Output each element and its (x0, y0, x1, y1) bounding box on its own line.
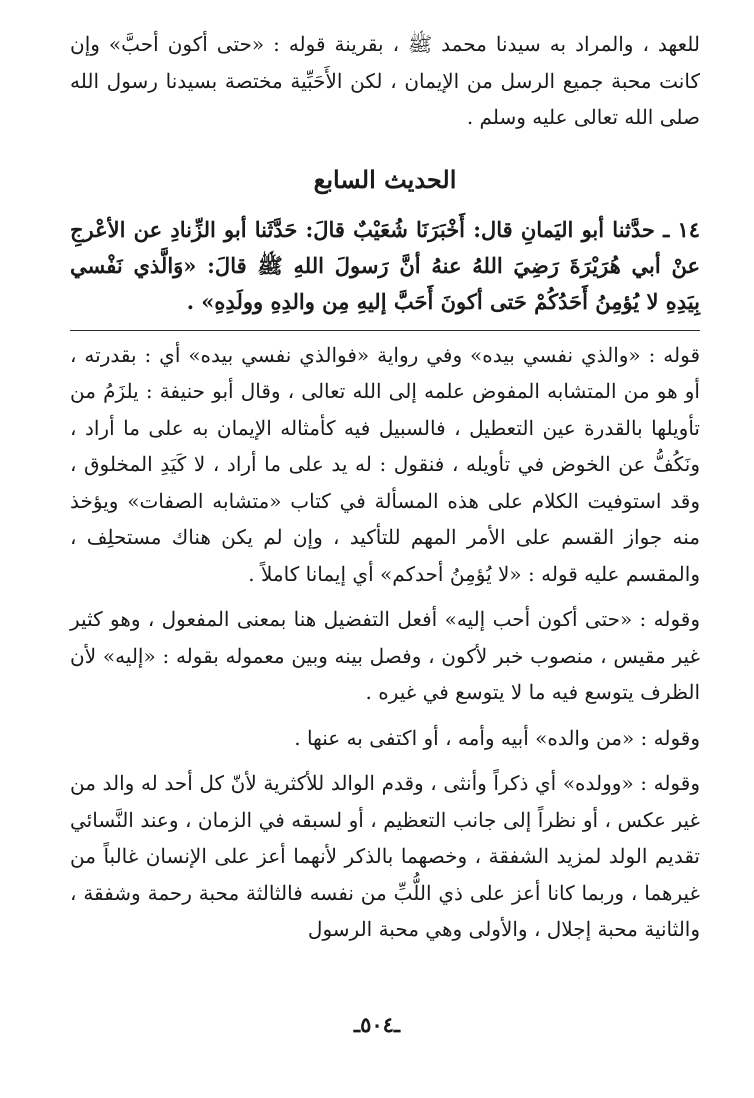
separator-line (70, 330, 700, 331)
page-number: ـ٥٠٤ـ (353, 1012, 401, 1037)
commentary-paragraph-3: وقوله : «من والده» أبيه وأمه ، أو اكتفى به عنها . (294, 725, 700, 750)
commentary-paragraph-4: وقوله : «وولده» أي ذكراً وأنثى ، وقدم الوالد للأكثرية لأنّ كل أحد له والد من غير عكس ، أو نظراً إلى جانب التعظيم ، أو لسبقه في الزمان ، وعند النَّسائي تقديم الولد لمزيد الشفقة ، وخصهما بالذكر لأنهما أعز على الإنسان غالباً من غيرهما ، وربما كانا أعز على ذي اللُّبِّ من نفسه فالثالثة محبة رحمة وشفقة ، والثانية محبة إجلال ، والأولى وهي محبة الرسول (70, 771, 700, 941)
section-heading: الحديث السابع (313, 164, 457, 194)
hadith-text: ١٤ ـ حدَّثنا أبو اليَمانِ قال: أَخْبَرَنَا شُعَيْبٌ قالَ: حَدَّثَنا أبو الزِّنادِ عن الأعْرجِ عنْ أبي هُرَيْرَةَ رَضِيَ اللهُ عنهُ أنَّ رَسولَ اللهِ ﷺ قالَ: «وَالَّذي نَفْسي بِيَدِهِ لا يُؤمِنُ أَحَدُكُمْ حَتى أكونَ أَحَبَّ إليهِ مِن والدِهِ وولَدِهِ» . (70, 216, 700, 314)
commentary-paragraph-1: قوله : «والذي نفسي بيده» وفي رواية «فوالذي نفسي بيده» أي : بقدرته ، أو هو من المتشابه المفوض علمه إلى الله تعالى ، وقال أبو حنيفة : يلزَمُ من تأويلها بالقدرة عين التعطيل ، فالسبيل فيه كأمثاله الإيمان به على ما أراد ، ونَكُفُّ عن الخوض في تأويله ، فنقول : له يد على ما أراد ، لا كَيَدِ المخلوق ، وقد استوفيت الكلام على هذه المسألة في كتاب «متشابه الصفات» ويؤخذ منه جواز القسم على الأمر المهم للتأكيد ، وإن لم يكن هناك مستحلِف ، والمقسم عليه قوله : «لا يُؤمِنُ أحدكم» أي إيمانا كاملاً . (70, 342, 701, 586)
document-page (70, 18, 700, 948)
commentary-paragraph-2: وقوله : «حتى أكون أحب إليه» أفعل التفضيل هنا بمعنى المفعول ، وهو كثير غير مقيس ، منصوب خبر لأكون ، وفصل بينه وبين معموله بقوله : «إليه» لأن الظرف يتوسع فيه ما لا يتوسع في غيره . (70, 607, 700, 704)
intro-paragraph: للعهد ، والمراد به سيدنا محمد ﷺ ، بقرينة قوله : «حتى أكون أحبَّ» وإن كانت محبة جميع الرسل من الإيمان ، لكن الأَحَبِّية مختصة بسيدنا رسول الله صلى الله تعالى عليه وسلم . (70, 32, 700, 129)
